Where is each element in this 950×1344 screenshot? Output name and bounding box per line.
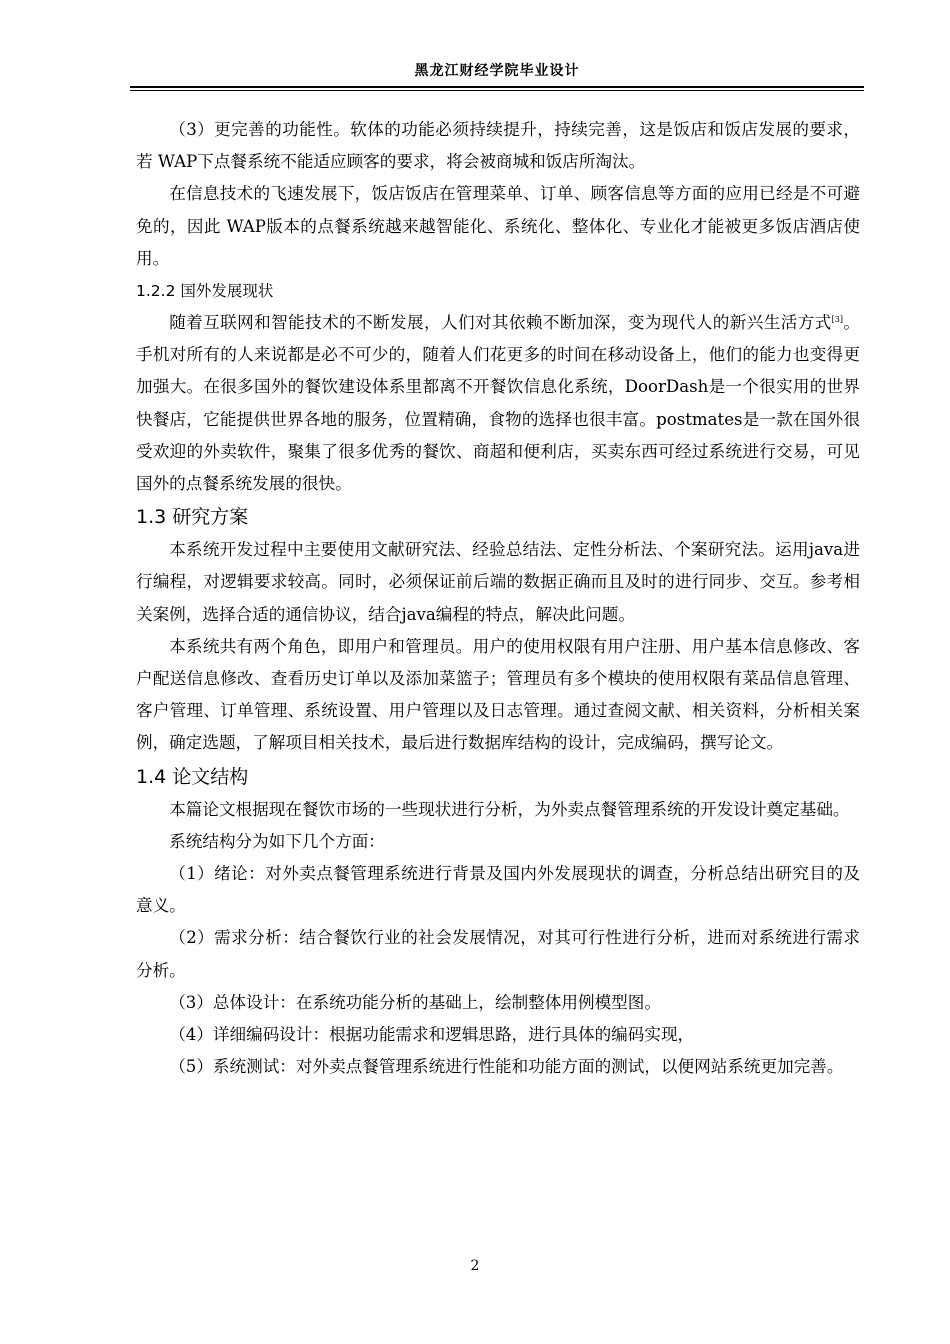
- paragraph: 本系统开发过程中主要使用文献研究法、经验总结法、定性分析法、个案研究法。运用java进行编程，对逻辑要求较高。同时，必须保证前后端的数据正确而且及时的进行同步、交互。参考相关案例，选择合适的通信协议，结合java编程的特点，解决此问题。: [136, 540, 860, 624]
- paragraph-text: 。手机对所有的人来说都是必不可少的，随着人们花更多的时间在移动设备上，他们的能力也变得更加强大。在很多国外的餐饮建设体系里都离不开餐饮信息化系统，DoorDash是一个很实用的世界快餐店，它能提供世界各地的服务，位置精确，食物的选择也很丰富。postmates是一款在国外很受欢迎的外卖软件，聚集了很多优秀的餐饮、商超和便利店，买卖东西可经过系统进行交易，可见国外的点餐系统发展的很快。: [136, 313, 861, 494]
- paragraph-foreign-status: [136, 307, 860, 500]
- section-heading-1-4: 1.4 论文结构: [136, 765, 249, 788]
- paragraph: 本篇论文根据现在餐饮市场的一些现状进行分析，为外卖点餐管理系统的开发设计奠定基础。: [169, 799, 850, 819]
- paragraph-text: 随着互联网和智能技术的不断发展，人们对其依赖不断加深，变为现代人的新兴生活方式: [169, 313, 832, 333]
- paragraph: 在信息技术的飞速发展下，饭店饭店在管理菜单、订单、顾客信息等方面的应用已经是不可避免的，因此 WAP版本的点餐系统越来越智能化、系统化、整体化、专业化才能被更多饭店酒店使用。: [136, 184, 860, 268]
- paragraph: （3）更完善的功能性。软体的功能必须持续提升，持续完善，这是饭店和饭店发展的要求，若 WAP下点餐系统不能适应顾客的要求，将会被商城和饭店所淘汰。: [136, 120, 860, 172]
- list-item: （5）系统测试：对外卖点餐管理系统进行性能和功能方面的测试，以便网站系统更加完善。: [169, 1057, 844, 1077]
- list-item: （3）总体设计：在系统功能分析的基础上，绘制整体用例模型图。: [169, 992, 661, 1012]
- list-item: （2）需求分析：结合餐饮行业的社会发展情况，对其可行性进行分析，进而对系统进行需求分析。: [136, 928, 860, 980]
- list-item: （1）绪论：对外卖点餐管理系统进行背景及国内外发展现状的调查，分析总结出研究目的及意义。: [136, 864, 860, 916]
- section-heading-1-3: 1.3 研究方案: [136, 506, 249, 529]
- header-rule-thin: [130, 90, 864, 91]
- citation-ref: [3]: [831, 315, 844, 325]
- header-rule-thick: [130, 86, 864, 88]
- page-header-title: 黑龙江财经学院毕业设计: [414, 63, 580, 79]
- paragraph: 系统结构分为如下几个方面：: [169, 831, 385, 851]
- paragraph: 本系统共有两个角色，即用户和管理员。用户的使用权限有用户注册、用户基本信息修改、客户配送信息修改、查看历史订单以及添加菜篮子；管理员有多个模块的使用权限有菜品信息管理、客户管理、订单管理、系统设置、用户管理以及日志管理。通过查阅文献、相关资料，分析相关案例，确定选题，了解项目相关技术，最后进行数据库结构的设计，完成编码，撰写论文。: [136, 636, 860, 753]
- list-item: （4）详细编码设计：根据功能需求和逻辑思路，进行具体的编码实现，: [169, 1025, 695, 1045]
- subsection-heading-1-2-2: 1.2.2 国外发展现状: [136, 282, 274, 301]
- page-number: 2: [470, 1258, 480, 1274]
- page-body: [136, 114, 860, 1083]
